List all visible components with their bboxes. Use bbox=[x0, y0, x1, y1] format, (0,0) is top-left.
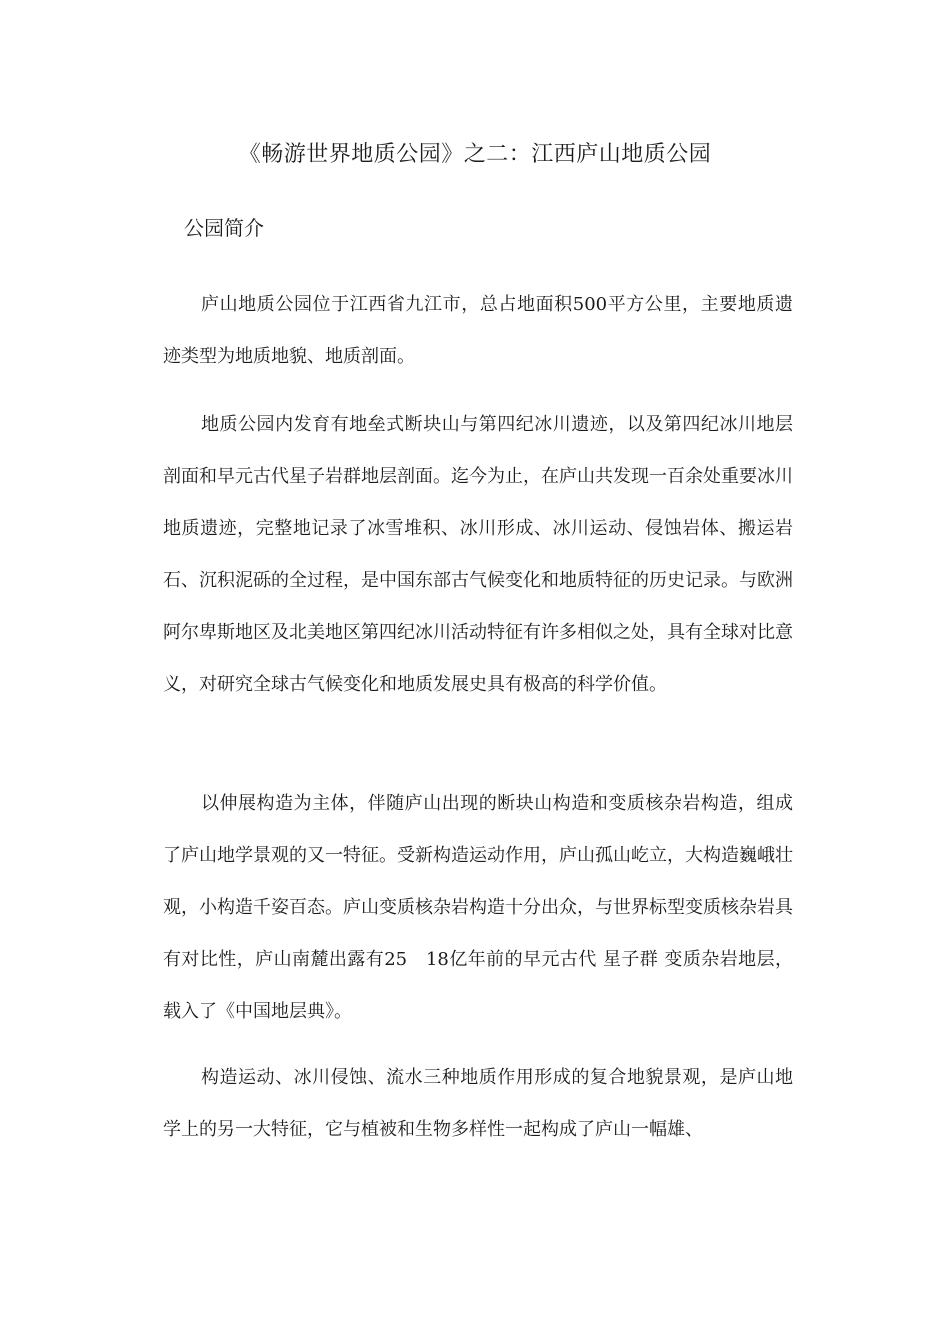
section-heading: 公园简介 bbox=[184, 216, 264, 240]
paragraph: 地质公园内发育有地垒式断块山与第四纪冰川遗迹，以及第四纪冰川地层剖面和早元古代星子岩群地层剖面。迄今为止，在庐山共发现一百余处重要冰川地质遗迹，完整地记录了冰雪堆积、冰川形成、冰川运动、侵蚀岩体、搬运岩石、沉积泥砾的全过程，是中国东部古气候变化和地质特征的历史记录。与欧洲阿尔卑斯地区及北美地区第四纪冰川活动特征有许多相似之处，具有全球对比意义，对研究全球古气候变化和地质发展史具有极高的科学价值。 bbox=[163, 414, 793, 695]
paragraph: 以伸展构造为主体，伴随庐山出现的断块山构造和变质核杂岩构造，组成了庐山地学景观的又一特征。受新构造运动作用，庐山孤山屹立，大构造巍峨壮观，小构造千姿百态。庐山变质核杂岩构造十分出众，与世界标型变质核杂岩具有对比性，庐山南麓出露有25 18亿年前的早元古代 星子群 变质杂岩地层，载入了《中国地层典》。 bbox=[163, 793, 793, 1022]
paragraph: 构造运动、冰川侵蚀、流水三种地质作用形成的复合地貌景观，是庐山地学上的另一大特征，它与植被和生物多样性一起构成了庐山一幅雄、 bbox=[163, 1067, 793, 1140]
document-title: 《畅游世界地质公园》之二：江西庐山地质公园 bbox=[238, 142, 712, 167]
paragraph: 庐山地质公园位于江西省九江市，总占地面积500平方公里，主要地质遗迹类型为地质地貌、地质剖面。 bbox=[163, 294, 793, 367]
